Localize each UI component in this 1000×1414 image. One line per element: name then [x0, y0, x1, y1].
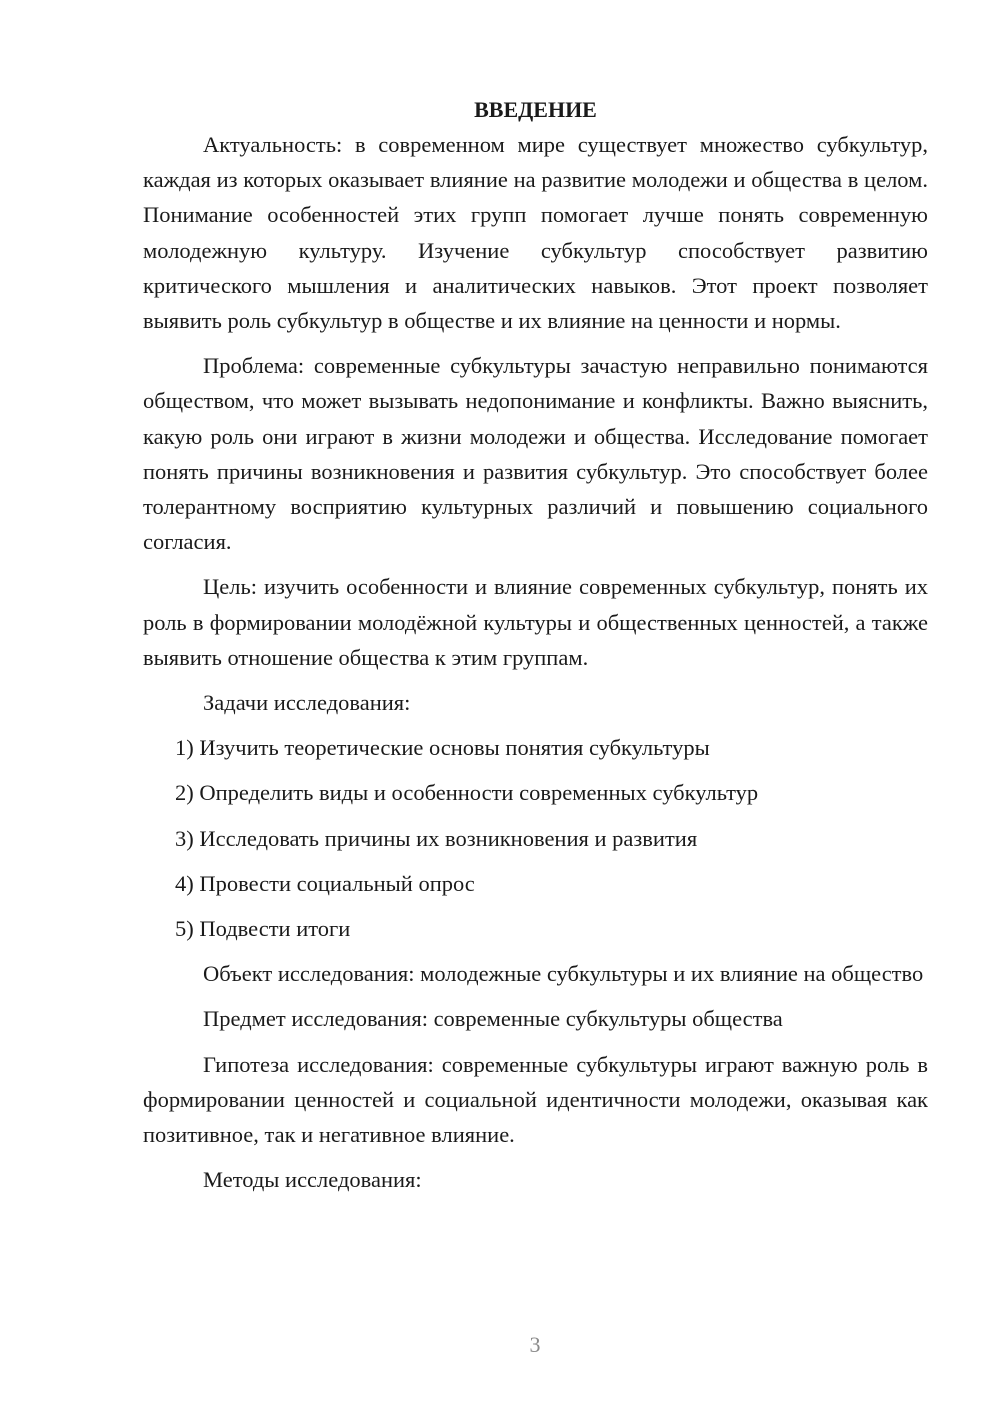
- list-item: 2) Определить виды и особенности современных субкультур: [175, 780, 759, 806]
- list-item: 1) Изучить теоретические основы понятия субкультуры: [175, 735, 710, 761]
- page-number: 3: [529, 1332, 541, 1357]
- list-item: 5) Подвести итоги: [175, 916, 351, 942]
- methods-heading: Методы исследования:: [203, 1167, 422, 1193]
- relevance-paragraph: Актуальность: в современном мире существует множество субкультур, каждая из которых оказывает влияние на развитие молодежи и общества в целом. Понимание особенностей этих групп помогает лучше понять современную молодежную культуру. Изучение субкультур способствует развитию критического мышления и аналитических навыков. Этот проект позволяет выявить роль субкультур в обществе и их влияние на ценности и нормы.: [143, 132, 928, 334]
- object-paragraph: Объект исследования: молодежные субкультуры и их влияние на общество: [203, 961, 924, 987]
- subject-paragraph: Предмет исследования: современные субкультуры общества: [203, 1006, 783, 1032]
- tasks-list: [143, 730, 928, 946]
- document-page: [143, 92, 928, 1207]
- list-item: 4) Провести социальный опрос: [175, 870, 475, 896]
- goal-paragraph: Цель: изучить особенности и влияние современных субкультур, понять их роль в формировании молодёжной культуры и общественных ценностей, а также выявить отношение общества к этим группам.: [143, 574, 928, 670]
- section-heading: ВВЕДЕНИЕ: [474, 97, 597, 122]
- list-item: 3) Исследовать причины их возникновения и развития: [175, 825, 698, 851]
- problem-paragraph: Проблема: современные субкультуры зачастую неправильно понимаются обществом, что может вызывать недопонимание и конфликты. Важно выяснить, какую роль они играют в жизни молодежи и общества. Исследование помогает понять причины возникновения и развития субкультур. Это способствует более толерантному восприятию культурных различий и повышению социального согласия.: [143, 353, 928, 555]
- tasks-heading: Задачи исследования:: [203, 690, 411, 716]
- hypothesis-paragraph: Гипотеза исследования: современные субкультуры играют важную роль в формировании ценностей и социальной идентичности молодежи, оказывая как позитивное, так и негативное влияние.: [143, 1051, 928, 1148]
